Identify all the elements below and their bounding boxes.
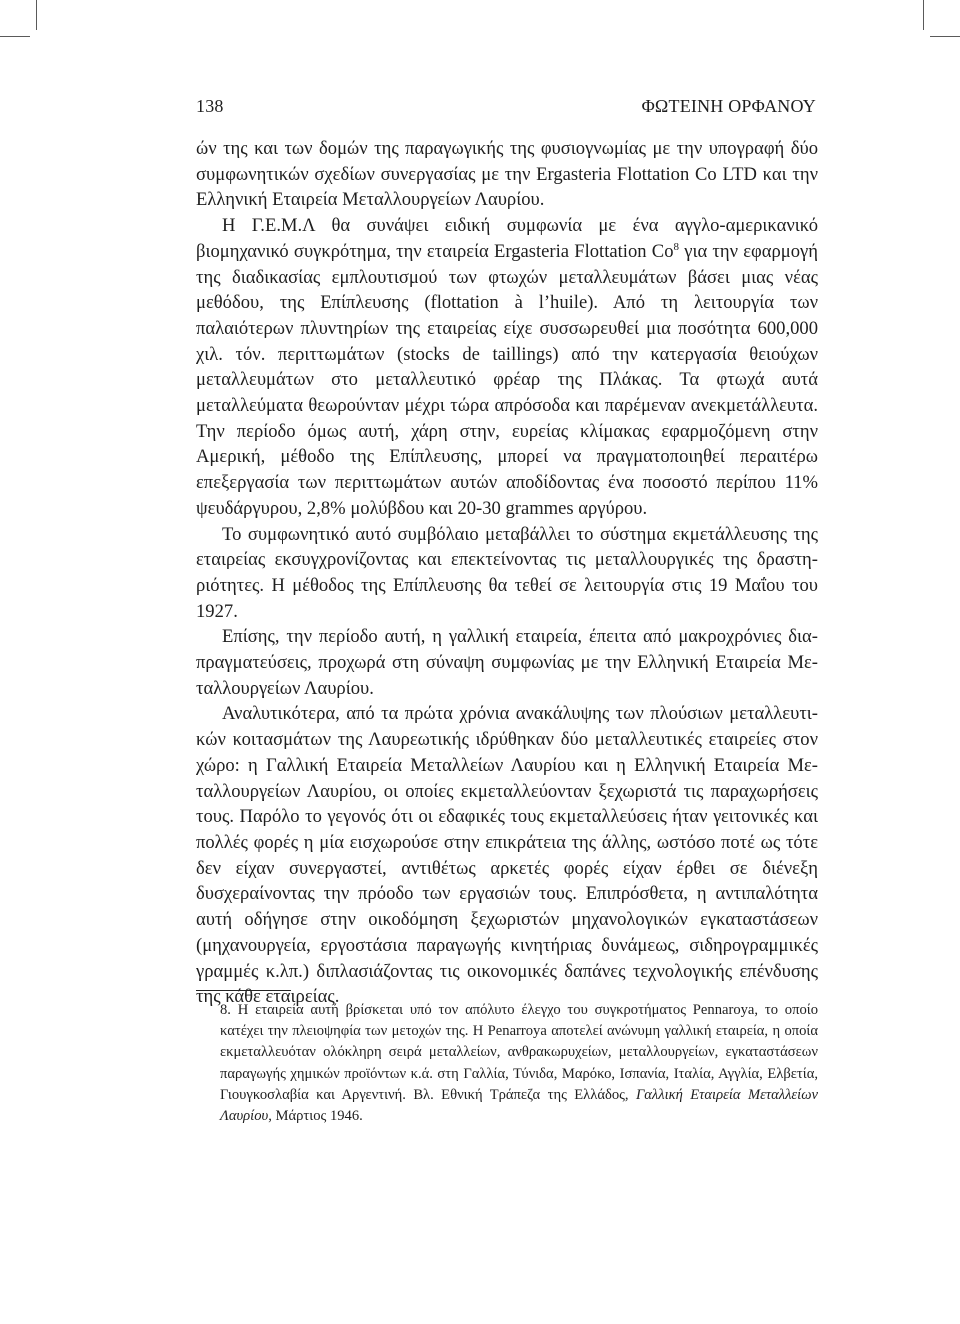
running-head-author: ΦΩΤΕΙΝΗ ΟΡΦΑΝΟΥ	[641, 96, 816, 116]
page-number: 138	[196, 96, 224, 116]
paragraph-5: Αναλυτικότερα, από τα πρώτα χρόνια ανακάλυψης των πλούσιων μεταλλευτικών κοιτασμάτων της Λαυρεωτικής ιδρύθηκαν δύο μεταλλευτικές εταιρείες στον χώρο: η Γαλλική Εταιρεία Μεταλλείων Λαυρίου και η Ελληνική Εταιρεία Μεταλλουργείων Λαυρίου, οι οποίες εκμεταλλεύονταν ξεχωριστά τις παραχωρήσεις τους. Παρόλο το γεγονός ότι οι εδαφικές τους εκμεταλλεύσεις ήταν γειτονικές και πολλές φορές η μία εισχωρούσε στην επικράτεια της άλλης, ωστόσο ποτέ ως τότε δεν είχαν συνεργαστεί, αντιθέτως αρκετές φορές είχαν έρθει σε διένεξη δυσχεραίνοντας την πρόοδο των εργασιών τους. Επιπρόσθετα, η αντιπαλότητα αυτή οδήγησε στην οικοδόμηση ξεχωριστών μηχανολογικών εγκαταστάσεων (μηχανουργεία, εργοστάσια παραγωγής κινητήριας δυνάμεως, σιδηρογραμμικές γραμμές κ.λπ.) διπλασιάζοντας τις οικονομικές δαπάνες τεχνολογικής επένδυσης της κάθε εταιρείας.	[196, 703, 818, 1008]
footnote-text: 8. Η εταιρεία αυτή βρίσκεται υπό τον απόλυτο έλεγχο του συγκροτήματος Pennaroya, το οποίο κατέχει την πλειοψηφία των μετοχών της. Η Penarroya αποτελεί ανώνυμη γαλλική εταιρεία, η οποία εκμεταλλευόταν ολόκληρη σειρά μεταλλείων, ανθρακωρυχείων, μεταλλουργείων, εγκαταστάσεων παραγωγής χημικών προϊόντων κ.ά. στη Γαλλία, Τύνιδα, Μαρόκο, Ισπανία, Ιταλία, Αγγλία, Ελβετία, Γιουγκοσλαβία και Αργεντινή. Βλ. Εθνική Τράπεζα της Ελλάδος,	[220, 1002, 818, 1103]
crop-mark-right	[923, 0, 924, 30]
footnote-text-end: , Μάρτιος 1946.	[268, 1108, 363, 1125]
footnote-reference[interactable]: 8	[673, 240, 679, 253]
paragraph-2-start: Η Γ.Ε.Μ.Λ θα συνάψει ειδική συμφωνία με ένα αγγλο-αμερικανικό βιομηχανικό συγκρότημα, την εταιρεία Ergasteria Flottation Co	[196, 215, 818, 262]
footnote-8	[220, 1000, 818, 1127]
crop-mark-top-left	[0, 36, 30, 37]
running-head	[196, 96, 816, 117]
paragraph-2-rest: για την εφαρμογή της διαδικασίας εμπλουτισμού των φτωχών μεταλλευμάτων βάσει μιας νέας μεθόδου, της Επίπλευσης (flottation à l’huile). Από τη λειτουργία των παλαιότερων πλυντηρίων της εταιρείας είχε συσσωρευθεί μια ποσότητα 600,000 χιλ. τόν. περιττωμάτων (stocks de taillings) από την κατεργασία θειούχων μεταλλευμάτων στο μεταλλευτικό φρέαρ της Πλάκας. Τα φτωχά αυτά μεταλλεύματα θεωρούνταν μέχρι τώρα απρόσοδα και παρέμεναν ανεκμετάλλευτα. Την περίοδο όμως αυτή, χάρη στην, ευρείας κλίμακας εφαρμοζόμενη στην Αμερική, μέθοδο της Επίπλευσης, μπορεί να πραγματοποιηθεί περαιτέρω επεξεργασία των περιττωμάτων αυτών αποδίδοντας ένα ποσοστό περίπου 11% ψευδάργυρου, 2,8% μολύβδου και 20-30 grammes αργύρου.	[196, 240, 818, 519]
paragraph-4: Επίσης, την περίοδο αυτή, η γαλλική εταιρεία, έπειτα από μακροχρόνιες διαπραγματεύσεις, προχωρά στη σύναψη συμφωνίας με την Ελληνική Εταιρεία Μεταλλουργείων Λαυρίου.	[196, 626, 818, 699]
footnote-cited-title: Γαλλική Εταιρεία Μεταλλείων Λαυρίου	[220, 1086, 818, 1125]
footnote-divider	[196, 990, 291, 991]
paragraph-1: ών της και των δομών της παραγωγικής της φυσιογνωμίας με την υπογραφή δύο συμφωνητικών σχεδίων συνεργασίας με την Ergasteria Flottation Co LTD και την Ελληνική Εταιρεία Μεταλλουργείων Λαυρίου.	[196, 138, 818, 211]
crop-mark-top-right	[930, 36, 960, 37]
crop-mark-left	[36, 0, 37, 30]
paragraph-3: Το συμφωνητικό αυτό συμβόλαιο μεταβάλλει το σύστημα εκμετάλλευσης της εταιρείας εκσυγχρονίζοντας και επεκτείνοντας τις μεταλλουργικές της δραστηριότητες. Η μέθοδος της Επίπλευσης θα τεθεί σε λειτουργία στις 19 Μαΐου του 1927.	[196, 523, 818, 622]
body-text	[196, 136, 818, 1010]
paragraph-2	[196, 213, 818, 521]
